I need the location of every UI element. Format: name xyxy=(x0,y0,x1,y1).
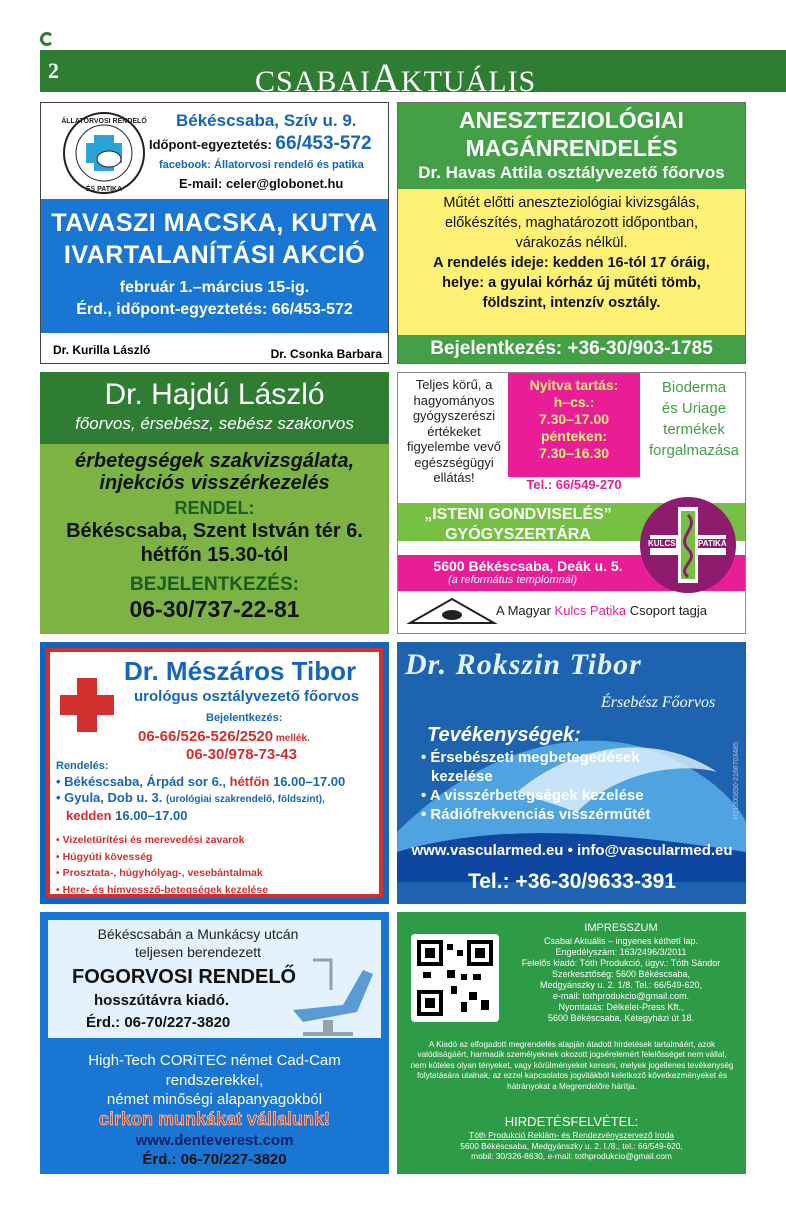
hajdu-name: Dr. Hajdú László xyxy=(104,378,325,411)
location-2 xyxy=(56,790,376,808)
vet-ad xyxy=(40,102,389,364)
location-day: kedden xyxy=(66,808,112,823)
opening-line: pénteken: xyxy=(540,428,608,444)
dentist-line-2: teljesen berendezett xyxy=(134,944,262,960)
pharmacy-name-2: GYÓGYSZERTÁRA xyxy=(445,526,591,543)
dentist-bottom-highlight: cirkon munkákat vállalunk! xyxy=(98,1109,331,1129)
tel-number: 06-66/526-526/2520 xyxy=(138,728,274,745)
pharmacy-text-line: értékeket xyxy=(427,423,481,439)
service-item: • Here- és hímvessző-betegségek kezelése xyxy=(56,883,269,896)
service-item: • Vizeletürítési és merevedési zavarok xyxy=(56,834,245,846)
tel-suffix: mellék. xyxy=(273,733,310,744)
rokszin-name: Dr. Rokszin Tibor xyxy=(405,648,642,681)
dentist-bottom-2: rendszerekkel, xyxy=(165,1072,264,1089)
pharmacy-right-text xyxy=(642,377,746,461)
pharmacy-text-line: gyógyszerészi xyxy=(412,408,496,423)
location-text: • Békéscsaba, Árpád sor 6., xyxy=(56,774,230,789)
hajdu-subtitle: főorvos, érsebész, sebész szakorvos xyxy=(75,414,354,433)
pharmacy-product-line: Bioderma xyxy=(661,379,727,396)
dentist-bottom-1: High-Tech CORiTEC német Cad-Cam xyxy=(88,1052,341,1069)
activity-item: • A visszérbetegségek kezelése xyxy=(421,787,644,804)
pharmacy-tel: Tel.: 66/549-270 xyxy=(508,477,640,495)
pharmacy-product-line: forgalmazása xyxy=(648,442,740,459)
dentist-bottom-phone: Érd.: 06-70/227-3820 xyxy=(142,1151,287,1168)
dentist-phone: Érd.: 06-70/227-3820 xyxy=(86,1014,231,1031)
hajdu-header xyxy=(40,372,389,444)
title-initial: A xyxy=(371,55,401,100)
vet-phone-label: Időpont-egyeztetés: xyxy=(149,137,272,152)
pharmacy-left-text xyxy=(400,377,508,486)
dentist-ad xyxy=(40,912,389,1174)
vet-headline-1: TAVASZI MACSKA, KUTYA xyxy=(51,209,378,237)
svg-text:ÉS PATIKA: ÉS PATIKA xyxy=(85,186,123,193)
impresszum-title: IMPRESSZUM xyxy=(584,922,658,934)
svg-text:ÁLLATORVOSI RENDELŐ: ÁLLATORVOSI RENDELŐ xyxy=(61,118,147,125)
meszaros-tel-2: 06-30/978-73-43 xyxy=(186,746,297,763)
page-number: 2 xyxy=(48,58,59,83)
meszaros-services xyxy=(56,832,376,898)
dentist-title: FOGORVOSI RENDELŐ xyxy=(72,966,297,988)
pharmacy-address-note: (a református templomnál) xyxy=(448,574,577,586)
location-day: hétfőn xyxy=(229,774,270,789)
pharmacy-text-line: ellátás! xyxy=(433,470,475,485)
hajdu-ad xyxy=(40,372,389,634)
pharmacy-text-line: Teljes körű, a xyxy=(415,377,493,392)
title-rest: KTUÁLIS xyxy=(400,65,537,98)
header-swirl-icon xyxy=(40,32,54,46)
rokszin-code: H21000850-2166703485 xyxy=(733,742,740,820)
impresszum-line: Szerkesztőség: 5600 Békéscsaba, xyxy=(551,969,691,979)
anesthesia-booking: Bejelentkezés: +36-30/903-1785 xyxy=(398,335,745,363)
location-note: (urológiai szakrendelő, földszint), xyxy=(166,794,325,805)
kulcs-patika-logo-icon xyxy=(640,497,736,593)
rokszin-tel: Tel.: +36-30/9633-391 xyxy=(467,870,676,893)
footer-text: A Magyar xyxy=(496,603,555,618)
activity-item: kezelése xyxy=(431,768,493,785)
impresszum xyxy=(397,912,746,1174)
impresszum-line: Medgyánszky u. 2. 1/8. Tel.: 66/549-620, xyxy=(540,980,702,990)
activity-item: • Érsebészeti megbetegedések xyxy=(421,749,640,766)
rokszin-subtitle: Érsebész Főorvos xyxy=(601,694,716,711)
meszaros-rendeles-label: Rendelés: xyxy=(56,760,109,772)
ads-contact-line: Tóth Produkció Reklám- és Rendezvényszervező Iroda xyxy=(469,1130,674,1140)
red-cross-icon xyxy=(58,676,116,734)
anesthesia-ad xyxy=(397,102,746,364)
footer-brand: Kulcs Patika xyxy=(554,603,627,618)
opening-line: Nyitva tartás: xyxy=(529,377,619,393)
anesthesia-title-1: ANESZTEZIOLÓGIAI xyxy=(459,107,684,133)
ads-contact xyxy=(405,1130,738,1162)
dentist-card xyxy=(48,920,381,1038)
location-1 xyxy=(56,774,376,790)
hajdu-address: Békéscsaba, Szent István tér 6. xyxy=(66,520,363,542)
pharmacy-name-1: „ISTENI GONDVISELÉS” xyxy=(424,506,612,523)
hajdu-time: hétfőn 15.30-tól xyxy=(140,544,289,566)
anesthesia-header xyxy=(398,103,745,189)
meszaros-ad xyxy=(40,642,389,904)
location-time: 16.00–17.00 xyxy=(269,774,346,789)
ads-contact-line: 5600 Békéscsaba, Medgyánszky u. 2. I./8., tel.: 66/549-620, xyxy=(460,1140,683,1151)
meszaros-locations xyxy=(56,774,376,824)
anesthesia-line: várakozás nélkül. xyxy=(515,235,628,251)
pharmacy-text-line: egészségügyi xyxy=(414,454,494,470)
opening-line: 7.30–17.00 xyxy=(538,411,610,427)
dentist-line-1: Békéscsabán a Munkácsy utcán xyxy=(97,926,299,942)
impresszum-line: e-mail: tothprodukcio@gmail.com. xyxy=(552,991,690,1001)
vet-phone-number: 66/453-572 xyxy=(275,133,372,154)
meszaros-subtitle: urológus osztályvezető főorvos xyxy=(134,688,360,705)
pharmacy-product-line: és Uriage xyxy=(661,400,727,417)
impresszum-details xyxy=(501,936,741,1024)
impresszum-line: 5600 Békéscsaba, Kétegyházi út 18. xyxy=(547,1013,695,1023)
anesthesia-title-2: MAGÁNRENDELÉS xyxy=(465,135,678,161)
location-text: • Gyula, Dob u. 3. xyxy=(56,790,167,805)
anesthesia-body xyxy=(406,193,737,313)
pharmacy-address: 5600 Békéscsaba, Deák u. 5. xyxy=(433,558,623,574)
rokszin-activities xyxy=(421,748,741,824)
impresszum-disclaimer: A Kiadó az elfogadott megrendelés alapján átadott hirdetések tartalmáért, azok valódiságáért, harmadik személyeknek okozott jogsérelemért felelősséget nem vállal, nem köteles olyan tényeket, vagy körülményeket keresni, melyek jogellenes tevékenység folytatására utalnak, az ezzel kapcsolatos jogvitákból keletkező következményeket és hátrányokat a Megrendelőre hárítja. xyxy=(410,1040,734,1091)
dentist-bottom-3: német minőségi alapanyagokból xyxy=(106,1091,323,1108)
anesthesia-line: földszint, intenzív osztály. xyxy=(482,295,661,311)
anesthesia-line: előkészítés, maghatározott időpontban, xyxy=(444,215,699,231)
hajdu-line-2: injekciós visszérkezelés xyxy=(99,472,330,494)
pharmacy-product-line: termékek xyxy=(663,421,725,438)
service-item: • Húgyúti kövesség xyxy=(56,850,153,863)
vet-address: Békéscsaba, Szív u. 9. xyxy=(176,111,357,130)
rokszin-activities-label: Tevékenységek: xyxy=(427,724,581,746)
pharmacy-ad xyxy=(397,372,746,634)
vet-dates: február 1.–március 15-ig. xyxy=(119,279,310,296)
pharmacy-opening-hours xyxy=(508,373,640,493)
rokszin-ad xyxy=(397,642,746,904)
pharmacy-footer xyxy=(496,603,746,618)
meszaros-name: Dr. Mészáros Tibor xyxy=(124,656,357,686)
hajdu-rendel-label: RENDEL: xyxy=(174,498,255,518)
vet-contact: Érd., időpont-egyeztetés: 66/453-572 xyxy=(76,301,353,318)
opening-line: h–cs.: xyxy=(553,394,595,410)
dental-chair-icon xyxy=(283,950,379,1036)
anesthesia-doctor: Dr. Havas Attila osztályvezető főorvos xyxy=(418,163,725,182)
vet-facebook: facebook: Állatorvosi rendelő és patika xyxy=(159,159,364,171)
pharmacy-text-line: figyelembe vevő xyxy=(407,439,501,454)
impresszum-line: Engedélyszám: 163/2496/3/2011 xyxy=(555,947,687,957)
eye-triangle-icon xyxy=(406,597,498,625)
kulcs-label: KULCS xyxy=(648,539,676,548)
pharmacy-text-line: hagyományos xyxy=(413,392,495,408)
title-prefix: CSABAI xyxy=(255,65,372,98)
meszaros-booking-label: Bejelentkezés: xyxy=(206,712,283,724)
ads-contact-line: mobil: 30/326-8630, e-mail: tothprodukcio@gmail.com xyxy=(471,1151,672,1161)
ads-title: HIRDETÉSFELVÉTEL: xyxy=(504,1114,639,1129)
meszaros-tel-1 xyxy=(138,728,310,745)
vet-phone xyxy=(149,133,372,155)
opening-line: 7.30–16.30 xyxy=(538,445,610,461)
dentist-line-4: hosszútávra kiadó. xyxy=(94,992,230,1009)
location-2-time xyxy=(56,808,376,824)
hajdu-line-1: érbetegségek szakvizsgálata, xyxy=(74,450,355,472)
impresszum-line: Csabai Aktuális – ingyenes kéthetí lap. xyxy=(543,936,699,946)
vet-headline-2: IVARTALANÍTÁSI AKCIÓ xyxy=(63,241,366,269)
service-item: • Prosztata-, húgyhólyag-, vesebántalmak xyxy=(56,867,263,879)
vet-email: E-mail: celer@globonet.hu xyxy=(179,176,344,191)
anesthesia-line: helye: a gyulai kórház új műtéti tömb, xyxy=(442,275,701,291)
qr-code-icon xyxy=(411,934,499,1022)
hajdu-booking-label: BEJELENTKEZÉS: xyxy=(130,574,299,595)
vet-doctor-1: Dr. Kurilla László xyxy=(53,343,151,357)
anesthesia-line: A rendelés ideje: kedden 16-tól 17 óráig, xyxy=(433,255,710,271)
impresszum-line: Felelős kiadó: Tóth Produkció, ügyv.: Tóth Sándor xyxy=(521,958,721,968)
location-time: 16.00–17.00 xyxy=(111,808,188,823)
dentist-website: www.denteverest.com xyxy=(135,1132,294,1149)
patika-label: PATIKA xyxy=(698,539,727,548)
hajdu-phone: 06-30/737-22-81 xyxy=(129,596,300,622)
footer-text: Csoport tagja xyxy=(626,603,708,618)
anesthesia-line: Műtét előtti aneszteziológiai kivizsgálás, xyxy=(443,195,700,211)
magazine-title xyxy=(255,54,536,101)
rokszin-web: www.vascularmed.eu • info@vascularmed.eu xyxy=(411,842,733,859)
impresszum-line: Nyomtatás: Délkelet-Press Kft., xyxy=(558,1002,684,1012)
vet-promo-box xyxy=(41,199,388,333)
activity-item: • Rádiófrekvenciás visszérműtét xyxy=(421,806,651,823)
vet-doctor-2: Dr. Csonka Barbara xyxy=(270,347,382,361)
